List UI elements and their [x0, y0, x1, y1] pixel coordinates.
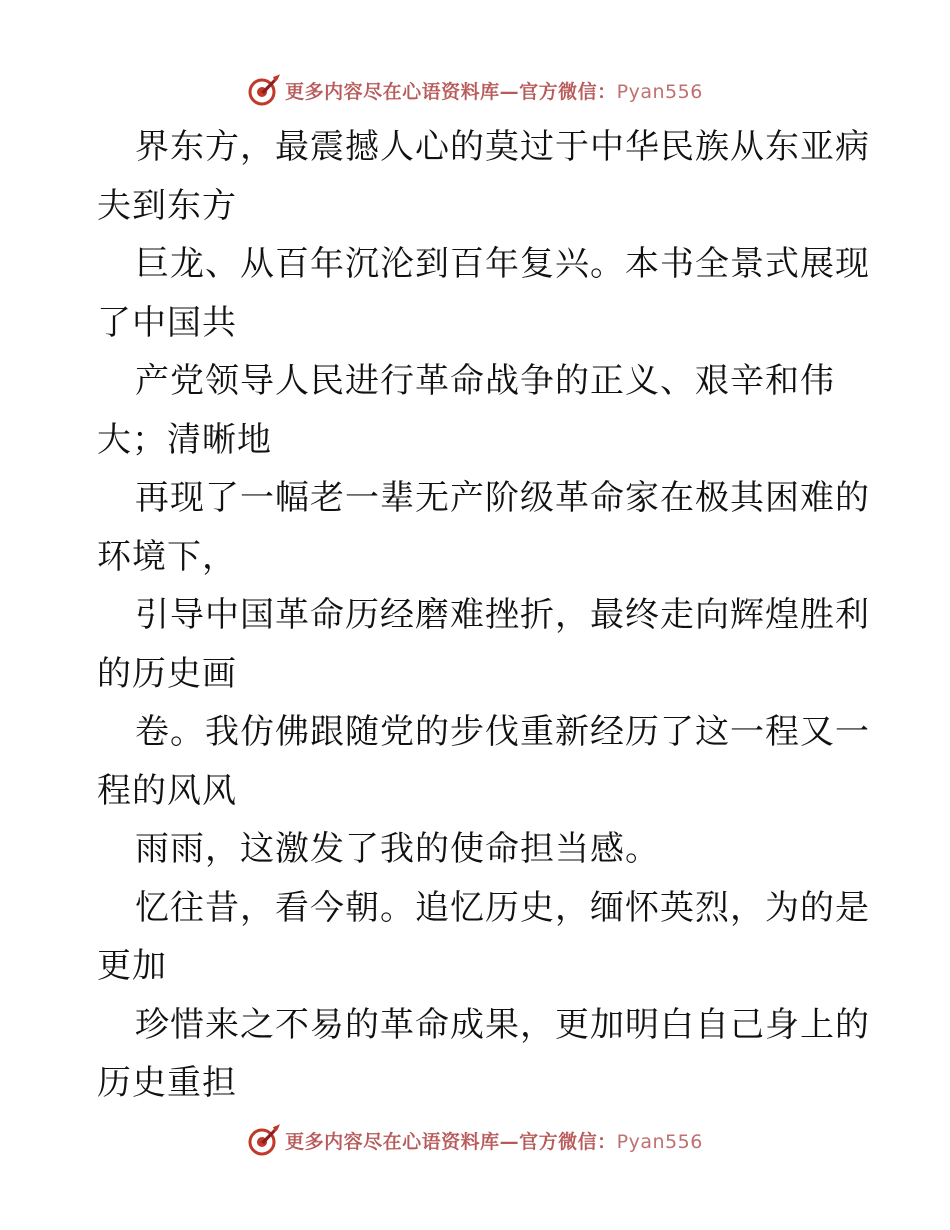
header-wechat-id: Pyan556: [616, 80, 703, 103]
text-line: 雨雨，这激发了我的使命担当感。: [135, 829, 660, 869]
footer-wechat-id: Pyan556: [616, 1130, 703, 1153]
text-line: 程的风风: [97, 770, 237, 811]
text-line: 引导中国革命历经磨难挫折，最终走向辉煌胜利: [135, 595, 870, 635]
article-body: [97, 118, 870, 1113]
quill-logo-icon: [247, 1123, 281, 1157]
text-line: 历史重担: [97, 1063, 237, 1103]
text-line: 再现了一幅老一辈无产阶级革命家在极其困难的: [135, 478, 870, 518]
text-line: 卷。我仿佛跟随党的步伐重新经历了这一程又一: [135, 712, 870, 752]
text-line: 更加: [97, 946, 167, 986]
text-line: 夫到东方: [97, 185, 237, 226]
text-line: 珍惜来之不易的革命成果，更加明白自己身上的: [135, 1004, 870, 1045]
text-line: 了中国共: [97, 302, 237, 343]
text-line: 产党领导人民进行革命战争的正义、艰辛和伟: [135, 361, 835, 401]
quill-logo-icon: [247, 73, 281, 107]
footer-banner: [0, 1120, 950, 1160]
text-line: 大；清晰地: [97, 419, 272, 460]
text-line: 忆往昔，看今朝。追忆历史，缅怀英烈，为的是: [135, 887, 870, 928]
text-line: 的历史画: [97, 653, 237, 694]
text-line: 界东方，最震撼人心的莫过于中华民族从东亚病: [135, 127, 870, 167]
text-line: 环境下，: [97, 536, 237, 577]
header-banner-text: 更多内容尽在心语资料库—官方微信：Pyan556: [285, 80, 703, 103]
text-line: 巨龙、从百年沉沦到百年复兴。本书全景式展现: [135, 244, 870, 284]
header-banner: [0, 70, 950, 110]
footer-banner-text: 更多内容尽在心语资料库—官方微信：Pyan556: [285, 1130, 703, 1153]
